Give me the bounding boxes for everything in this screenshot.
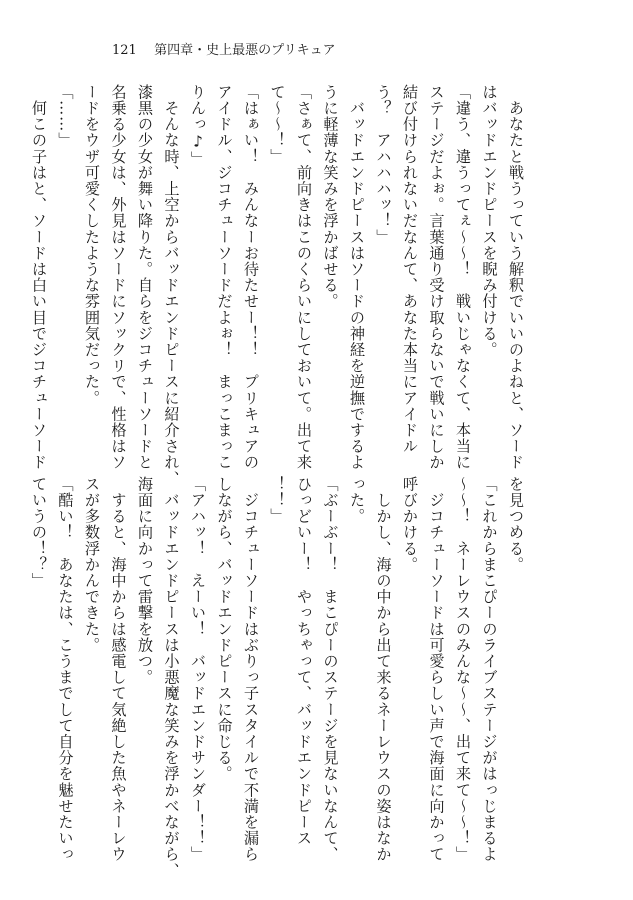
text-line: ジコチューソードはぶりっ子スタイルで不満を漏ら bbox=[242, 476, 260, 863]
text-line: 結び付けられないだなんて、あなた本当にアイドル bbox=[401, 84, 419, 455]
page-number: 121 bbox=[112, 43, 137, 58]
text-line: 「はぁい！ みんなーお待たせー！！ プリキュアの bbox=[242, 84, 260, 471]
lower-text-block bbox=[30, 476, 529, 879]
text-line: 〜〜！ ネーレウスのみんな〜〜、出て来て〜〜！」 bbox=[454, 476, 472, 863]
text-line: 「違う、違うってぇ〜〜！ 戦いじゃなくて、本当に bbox=[454, 84, 472, 471]
text-line: バッドエンドピースは小悪魔な笑みを浮かべながら、 bbox=[162, 476, 181, 879]
text-line: すると、海中からは感電して気絶した魚やネーレウ bbox=[109, 476, 128, 863]
text-line: うに軽薄な笑みを浮かばせる。 bbox=[321, 84, 340, 310]
text-line: 名乗る少女は、外見はソードにソックリで、性格はソ bbox=[109, 84, 128, 471]
text-line: りんっ♪」 bbox=[189, 84, 207, 168]
chapter-title: 第四章・史上最悪のプリキュア bbox=[154, 43, 336, 58]
text-line: 漆黒の少女が舞い降りた。自らをジコチューソードと bbox=[136, 84, 154, 471]
text-line: あなたと戦うっていう解釈でいいのよねと、ソード bbox=[507, 84, 525, 471]
running-header bbox=[112, 39, 336, 63]
text-line: しかし、海の中から出て来るネーレウスの姿はなか bbox=[374, 476, 393, 863]
text-line: ードをウザ可愛くしたような雰囲気だった。 bbox=[83, 84, 101, 406]
text-line: 「さぁて、前向きはこのくらいにしておいて。出て来 bbox=[295, 84, 313, 471]
text-line: ステージだよぉ。言葉通り受け取らないで戦いにしか bbox=[427, 84, 446, 471]
text-line: を見つめる。 bbox=[507, 476, 525, 573]
text-line: 「アハッ！ えーい！ バッドエンドサンダー！！」 bbox=[189, 476, 207, 863]
text-line: はバッドエンドピースを睨み付ける。 bbox=[480, 84, 499, 358]
text-line: ジコチューソードは可愛らしい声で海面に向かって bbox=[427, 476, 446, 863]
text-line: しながら、バッドエンドピースに命じる。 bbox=[215, 476, 234, 782]
text-line: アイドル、ジコチューソードだよぉ！ まっこまっこ bbox=[215, 84, 234, 471]
text-line: ていうの！？」 bbox=[30, 476, 48, 589]
text-line: う？ アハハハッ！」 bbox=[374, 84, 393, 245]
text-line: ひっどいー！ やっちゃって、バッドエンドピース bbox=[295, 476, 313, 847]
text-line: スが多数浮かんできた。 bbox=[83, 476, 101, 654]
upper-text-block bbox=[30, 84, 529, 487]
text-line: そんな時、上空からバッドエンドピースに紹介され、 bbox=[162, 84, 181, 487]
text-line: ！！」 bbox=[268, 476, 287, 525]
text-line: 海面に向かって雷撃を放つ。 bbox=[136, 476, 154, 686]
text-line: った。 bbox=[348, 476, 366, 525]
text-line: て〜〜！」 bbox=[268, 84, 287, 165]
text-line: バッドエンドピースはソードの神経を逆撫でするよ bbox=[348, 84, 366, 471]
text-line: 呼びかける。 bbox=[401, 476, 419, 573]
text-line: 「これからまこぴーのライブステージがはっじまるよ bbox=[480, 476, 499, 863]
text-line: 「……」 bbox=[56, 84, 75, 149]
text-line: 「ぶーぶー！ まこぴーのステージを見ないなんて、 bbox=[321, 476, 340, 863]
text-line: 「酷い！ あなたは、こうまでして自分を魅せたいっ bbox=[56, 476, 75, 863]
text-line: 何この子はと、ソードは白い目でジコチューソード bbox=[30, 84, 48, 471]
